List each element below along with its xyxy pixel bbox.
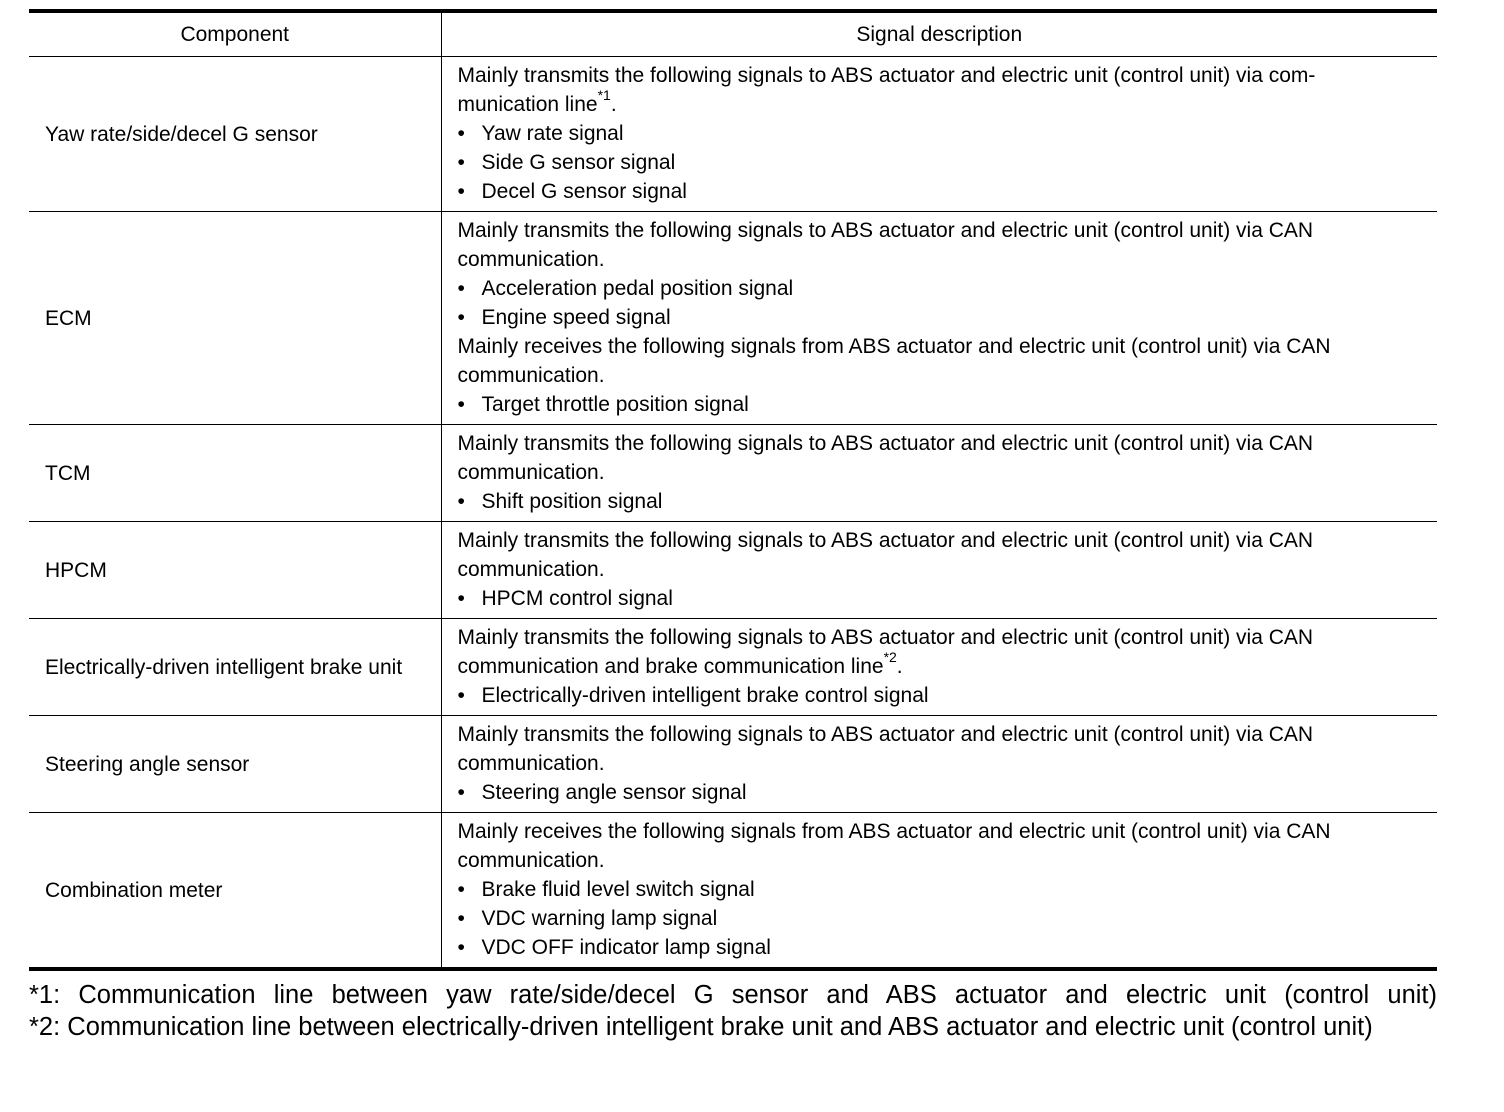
signal-name: Shift position signal [481,490,663,513]
bullet-dot-icon: • [457,587,465,610]
description-text: communication. [457,364,605,387]
signal-bullet-item [458,933,1428,962]
signal-bullet-item [458,303,1428,332]
description-line [458,429,1428,458]
signal-table [29,9,1437,971]
component-cell: TCM [29,425,441,522]
bullet-dot-icon: • [457,180,465,203]
description-line [458,216,1428,245]
signal-name: Brake fluid level switch signal [481,878,755,901]
description-text: Mainly transmits the following signals to ABS actuator and electric unit (control unit) via CAN [457,529,1314,552]
description-line [458,332,1428,361]
header-component: Component [29,11,441,57]
description-text: Mainly receives the following signals from ABS actuator and electric unit (control unit) via CAN [457,335,1331,358]
bullet-dot-icon: • [457,936,465,959]
component-cell: Yaw rate/side/decel G sensor [29,57,441,212]
signal-name: VDC OFF indicator lamp signal [481,936,771,959]
sentence-end: . [610,93,617,116]
signal-name: Steering angle sensor signal [481,781,747,804]
component-cell: Steering angle sensor [29,716,441,813]
description-line [458,526,1428,555]
signal-name: Side G sensor signal [481,151,676,174]
description-line [458,245,1428,274]
description-text: communication. [457,558,605,581]
component-cell: Combination meter [29,813,441,970]
description-text: Mainly receives the following signals from ABS actuator and electric unit (control unit) via CAN [457,820,1331,843]
signal-bullet-item [458,390,1428,419]
table-header-row [29,11,1437,57]
table-row [29,522,1437,619]
signal-name: Yaw rate signal [481,122,624,145]
footnote-1: *1: Communication line between yaw rate/side/decel G sensor and ABS actuator and electric unit (control unit) [29,981,1437,1009]
signal-description-cell [441,619,1437,716]
signal-name: Electrically-driven intelligent brake control signal [481,684,929,707]
signal-bullet-item [458,681,1428,710]
footnote-reference: *2 [883,649,897,665]
signal-description-cell [441,57,1437,212]
signal-description-cell [441,425,1437,522]
description-line [458,720,1428,749]
signal-bullet-item [458,875,1428,904]
signal-description-cell [441,212,1437,425]
table-row [29,425,1437,522]
description-line [458,846,1428,875]
description-text: Mainly transmits the following signals to ABS actuator and electric unit (control unit) via CAN [457,723,1314,746]
description-text: communication. [457,752,605,775]
footnote-reference: *1 [597,87,611,103]
signal-bullet-item [458,487,1428,516]
description-line [458,817,1428,846]
description-line [458,623,1428,652]
signal-name: Target throttle position signal [481,393,749,416]
bullet-dot-icon: • [457,151,465,174]
signal-description-cell [441,522,1437,619]
signal-name: VDC warning lamp signal [481,907,718,930]
footnotes [29,979,1437,1043]
description-text: Mainly transmits the following signals to ABS actuator and electric unit (control unit) via CAN [457,219,1314,242]
description-text: munication line [457,93,598,116]
bullet-dot-icon: • [457,878,465,901]
signal-bullet-item [458,119,1428,148]
table-row [29,716,1437,813]
description-line [458,749,1428,778]
description-text: Mainly transmits the following signals to ABS actuator and electric unit (control unit) via CAN [457,626,1314,649]
sentence-end: . [896,655,903,678]
signal-bullet-item [458,274,1428,303]
footnote-2: *2: Communication line between electrically-driven intelligent brake unit and ABS actuator and electric unit (control unit) [29,1013,1373,1041]
bullet-dot-icon: • [457,490,465,513]
description-text: communication. [457,849,605,872]
description-line [458,458,1428,487]
description-line [458,61,1428,90]
description-line [458,361,1428,390]
signal-name: HPCM control signal [481,587,673,610]
signal-bullet-item [458,778,1428,807]
signal-description-cell [441,716,1437,813]
signal-table-document [29,9,1437,1043]
signal-bullet-item [458,584,1428,613]
component-cell: Electrically-driven intelligent brake unit [29,619,441,716]
description-text: Mainly transmits the following signals to ABS actuator and electric unit (control unit) via com- [457,64,1316,87]
signal-name: Decel G sensor signal [481,180,687,203]
signal-name: Acceleration pedal position signal [481,277,794,300]
description-text: communication. [457,461,605,484]
description-text: Mainly transmits the following signals to ABS actuator and electric unit (control unit) via CAN [457,432,1314,455]
component-cell: HPCM [29,522,441,619]
bullet-dot-icon: • [457,393,465,416]
table-body [29,57,1437,970]
description-text: communication. [457,248,605,271]
description-line [457,649,1428,681]
header-signal-description: Signal description [856,23,1023,46]
bullet-dot-icon: • [457,277,465,300]
bullet-dot-icon: • [457,907,465,930]
table-row [29,57,1437,212]
table-row [29,813,1437,970]
signal-description-cell [441,813,1437,970]
signal-bullet-item [458,177,1428,206]
bullet-dot-icon: • [457,306,465,329]
signal-bullet-item [458,148,1428,177]
table-row [29,619,1437,716]
description-line [458,555,1428,584]
bullet-dot-icon: • [457,122,465,145]
table-row [29,212,1437,425]
signal-bullet-item [458,904,1428,933]
component-cell: ECM [29,212,441,425]
bullet-dot-icon: • [457,684,465,707]
description-text: communication and brake communication line [457,655,884,678]
signal-name: Engine speed signal [481,306,671,329]
bullet-dot-icon: • [457,781,465,804]
description-line [457,87,1428,119]
